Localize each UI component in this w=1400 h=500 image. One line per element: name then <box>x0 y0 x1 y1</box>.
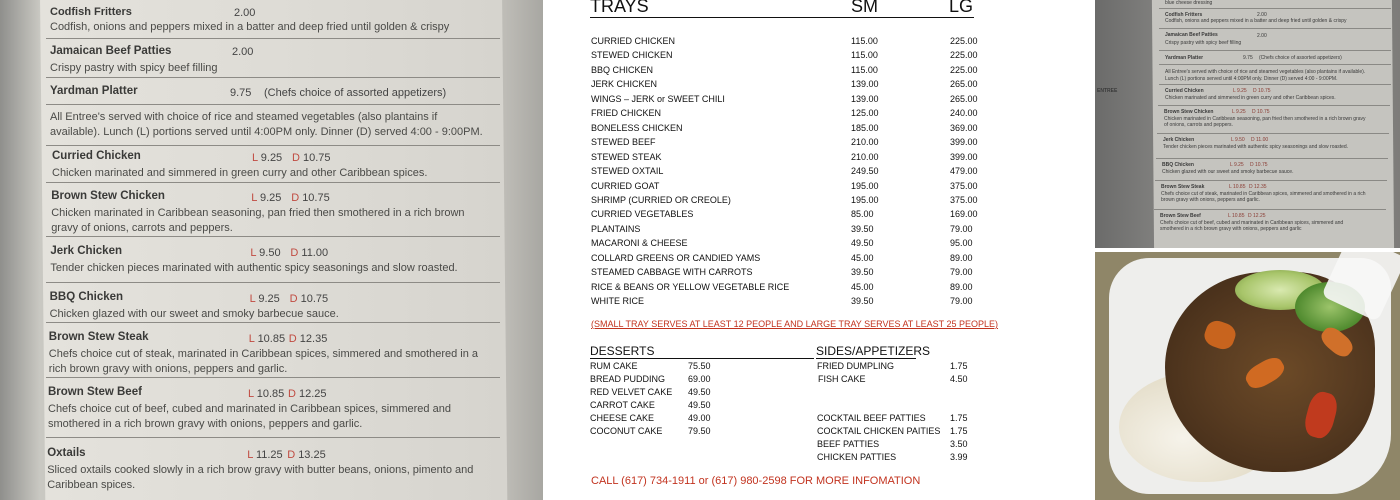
entree-desc: Chicken glazed with our sweet and smoky barbecue sauce. <box>49 308 339 320</box>
dinner-value: 12.25 <box>299 388 327 400</box>
menu-photo-right <box>1095 0 1400 248</box>
tray-lg-price: 79.00 <box>950 267 973 277</box>
dinner-price <box>292 152 331 164</box>
entree-item <box>48 386 488 432</box>
entree-note <box>50 110 490 140</box>
menu-text: D 12.35 <box>1249 184 1267 190</box>
tray-sm-price: 115.00 <box>851 65 878 75</box>
tray-item-name: CURRIED CHICKEN <box>591 36 676 46</box>
tray-lg-price: 225.00 <box>950 36 978 46</box>
menu-text: blue cheese dressing <box>1165 0 1213 6</box>
side-price: 4.50 <box>950 374 968 384</box>
entree-name: Brown Stew Steak <box>48 331 149 343</box>
tray-sm-price: 39.50 <box>851 267 874 277</box>
menu-text: brown gravy with onions, peppers and garlic. <box>1161 197 1260 203</box>
dessert-price: 79.50 <box>688 426 711 436</box>
dessert-name: RED VELVET CAKE <box>590 387 673 397</box>
dessert-name: CHEESE CAKE <box>590 413 655 423</box>
tray-lg-price: 265.00 <box>950 94 978 104</box>
tray-sm-price: 49.50 <box>851 238 874 248</box>
desserts-heading: DESSERTS <box>590 344 655 358</box>
menu-text: of onions, carrots and peppers. <box>1164 122 1233 128</box>
tray-item-name: WINGS – JERK or SWEET CHILI <box>591 94 725 104</box>
lunch-price <box>248 388 284 400</box>
tray-sm-price: 210.00 <box>851 137 879 147</box>
dinner-label: D <box>287 449 299 461</box>
item-name: Codfish Fritters <box>50 6 132 18</box>
dessert-price: 69.00 <box>688 374 711 384</box>
lunch-label: L <box>247 449 256 461</box>
tray-lg-price: 225.00 <box>950 65 978 75</box>
tray-item-name: JERK CHICKEN <box>591 79 658 89</box>
dinner-label: D <box>292 152 303 164</box>
lunch-value: 9.25 <box>258 293 280 305</box>
tray-sm-price: 85.00 <box>851 209 874 219</box>
menu-text: Yardman Platter <box>1165 55 1204 61</box>
menu-text: D 10.75 <box>1252 109 1270 115</box>
tray-item-name: SHRIMP (CURRIED OR CREOLE) <box>591 195 731 205</box>
dessert-name: COCONUT CAKE <box>590 426 663 436</box>
tray-sm-price: 195.00 <box>851 195 879 205</box>
lunch-value: 10.85 <box>257 333 286 345</box>
trays-underline <box>590 17 974 18</box>
tray-sm-price: 39.50 <box>851 224 874 234</box>
entree-item <box>50 291 490 322</box>
food-photo <box>1095 252 1400 500</box>
menu-text: Brown Stew Beef <box>1160 213 1201 219</box>
divider <box>1159 28 1391 29</box>
tray-item-name: BBQ CHICKEN <box>591 65 654 75</box>
side-name: BEEF PATTIES <box>817 439 880 449</box>
menu-text: Chicken marinated in Caribbean seasoning, pan fried then smothered in a rich brown gravy <box>1164 116 1366 122</box>
tray-item-name: COLLARD GREENS OR CANDIED YAMS <box>591 253 761 263</box>
lunch-label: L <box>250 247 260 259</box>
tray-lg-price: 399.00 <box>950 152 978 162</box>
divider <box>1159 50 1391 51</box>
divider <box>1159 8 1391 9</box>
dinner-label: D <box>289 293 301 305</box>
tray-sm-price: 139.00 <box>851 94 879 104</box>
divider <box>1158 105 1390 106</box>
divider <box>1159 84 1391 85</box>
side-price: 3.50 <box>950 439 968 449</box>
dinner-price <box>291 192 330 204</box>
tray-item-name: STEWED BEEF <box>591 137 656 147</box>
tray-item-name: CURRIED GOAT <box>591 181 660 191</box>
side-price: 1.75 <box>950 426 968 436</box>
dessert-price: 49.00 <box>688 413 711 423</box>
menu-text: Chefs choice cut of beef, cubed and marinated in Caribbean spices, simmered and <box>1160 220 1344 226</box>
tray-sm-price: 115.00 <box>851 36 878 46</box>
dinner-label: D <box>288 333 300 345</box>
dessert-name: BREAD PUDDING <box>590 374 666 384</box>
dinner-price <box>289 333 328 345</box>
divider <box>46 437 500 438</box>
divider <box>46 182 500 183</box>
tray-item-name: BONELESS CHICKEN <box>591 123 683 133</box>
side-price: 3.99 <box>950 452 968 462</box>
tray-item-name: STEWED CHICKEN <box>591 50 673 60</box>
side-price: 1.75 <box>950 361 968 371</box>
menu-text: L 9.25 <box>1233 88 1247 94</box>
tray-lg-price: 240.00 <box>950 108 978 118</box>
tray-lg-price: 169.00 <box>950 209 978 219</box>
menu-text: D 12.25 <box>1248 213 1266 219</box>
divider <box>1157 133 1389 134</box>
tray-lg-price: 265.00 <box>950 79 978 89</box>
entree-desc: Chefs choice cut of beef, cubed and marinated in Caribbean spices, simmered and smothered in a rich brown gravy with onions, peppers and garlic. <box>48 403 451 430</box>
tray-lg-price: 225.00 <box>950 50 978 60</box>
divider <box>46 145 500 146</box>
menu-text: L 10.85 <box>1229 184 1246 190</box>
tray-lg-price: 95.00 <box>950 238 973 248</box>
catering-menu <box>543 0 1095 500</box>
lunch-price <box>250 293 280 305</box>
entree-name: Brown Stew Beef <box>48 386 142 398</box>
entree-name: BBQ Chicken <box>49 291 124 303</box>
tray-lg-price: 79.00 <box>950 224 973 234</box>
side-name: COCKTAIL BEEF PATTIES <box>817 413 926 423</box>
menu-text: Jerk Chicken <box>1163 137 1195 143</box>
sides-underline <box>816 358 916 359</box>
menu-text: L 9.25 <box>1232 109 1246 115</box>
entree-desc: Sliced oxtails cooked slowly in a rich brow gravy with butter beans, onions, pimento and Caribbean spices. <box>47 464 474 491</box>
tray-item-name: STEWED STEAK <box>591 152 662 162</box>
side-name: FISH CAKE <box>818 374 866 384</box>
dinner-value: 13.25 <box>298 449 326 461</box>
divider <box>46 377 500 378</box>
lunch-label: L <box>251 192 260 204</box>
tray-item-name: WHITE RICE <box>591 296 644 306</box>
dessert-name: RUM CAKE <box>590 361 638 371</box>
lunch-price <box>252 152 282 164</box>
entree-note-text: All Entree's served with choice of rice and steamed vegetables (also plantains if available). Lunch (L) portions served until 4:00PM only. Dinner (D) served 4:00 - 9:00PM. <box>50 111 483 138</box>
lunch-value: 9.25 <box>260 152 283 164</box>
dinner-price <box>290 247 328 259</box>
divider <box>46 236 500 237</box>
menu-text: Chefs choice cut of steak, marinated in Caribbean spices, simmered and smothered in a rich <box>1161 191 1366 197</box>
entree-desc: Tender chicken pieces marinated with authentic spicy seasonings and slow roasted. <box>50 262 458 274</box>
tray-sm-price: 45.00 <box>851 253 874 263</box>
tray-sm-price: 249.50 <box>851 166 879 176</box>
menu-text: D 11.00 <box>1251 137 1269 143</box>
divider <box>46 38 500 39</box>
entree-name: Brown Stew Chicken <box>51 190 165 202</box>
tray-lg-price: 479.00 <box>950 166 978 176</box>
dinner-value: 12.35 <box>299 333 328 345</box>
side-name: COCKTAIL CHICKEN PAITIES <box>817 426 941 436</box>
entree-name: Oxtails <box>47 447 86 459</box>
menu-photo-left <box>0 0 543 500</box>
menu-text: Codfish, onions and peppers mixed in a batter and deep fried until golden & crispy <box>1165 18 1347 24</box>
divider <box>1154 209 1386 210</box>
side-name: FRIED DUMPLING <box>817 361 895 371</box>
entree-item <box>52 150 492 181</box>
tray-lg-price: 399.00 <box>950 137 978 147</box>
menu-item <box>50 6 490 35</box>
menu-text: 2.00 <box>1257 33 1267 39</box>
lunch-price <box>250 247 280 259</box>
menu-item <box>50 45 490 76</box>
entree-item <box>51 190 491 236</box>
item-price: 2.00 <box>232 46 254 58</box>
menu-text: L 9.25 <box>1230 162 1244 168</box>
tray-sm-price: 39.50 <box>851 296 874 306</box>
dinner-label: D <box>291 192 303 204</box>
dinner-price <box>288 388 327 400</box>
tray-item-name: STEWED OXTAIL <box>591 166 664 176</box>
side-price: 1.75 <box>950 413 968 423</box>
tray-item-name: PLANTAINS <box>591 224 641 234</box>
tray-lg-price: 369.00 <box>950 123 978 133</box>
divider <box>1156 158 1388 159</box>
menu-text: Crispy pastry with spicy beef filling <box>1165 40 1242 46</box>
tray-lg-price: 375.00 <box>950 195 978 205</box>
menu-text: Tender chicken pieces marinated with authentic spicy seasonings and slow roasted. <box>1163 144 1349 150</box>
entree-name: Jerk Chicken <box>50 245 122 257</box>
dinner-value: 10.75 <box>302 192 330 204</box>
dinner-value: 11.00 <box>301 247 329 259</box>
menu-text: L 10.85 <box>1228 213 1245 219</box>
tray-sm-price: 195.00 <box>851 181 879 191</box>
menu-text: D 10.75 <box>1253 88 1271 94</box>
dessert-price: 75.50 <box>688 361 711 371</box>
lunch-label: L <box>252 152 261 164</box>
menu-text: 2.00 <box>1257 12 1267 18</box>
tray-sm-price: 115.00 <box>851 50 878 60</box>
lunch-price <box>247 449 282 461</box>
menu-text: All Entree's served with choice of rice and steamed vegetables (also plantains if available). <box>1165 69 1366 75</box>
tray-sm-price: 125.00 <box>851 108 879 118</box>
lunch-value: 10.85 <box>256 388 285 400</box>
menu-text: Lunch (L) portions served until 4:00PM only. Dinner (D) served 4:00 - 9:00PM. <box>1165 76 1338 82</box>
tray-item-name: FRIED CHICKEN <box>591 108 662 118</box>
menu-text: D 10.75 <box>1250 162 1268 168</box>
dinner-value: 10.75 <box>303 152 331 164</box>
tray-item-name: CURRIED VEGETABLES <box>591 209 694 219</box>
lunch-price <box>249 333 285 345</box>
item-desc: Crispy pastry with spicy beef filling <box>50 62 218 74</box>
lunch-label: L <box>248 388 257 400</box>
tray-item-name: STEAMED CABBAGE WITH CARROTS <box>591 267 753 277</box>
menu-text: (Chefs choice of assorted appetizers) <box>1259 55 1342 61</box>
menu-text: Jamaican Beef Patties <box>1165 32 1218 38</box>
tray-lg-price: 79.00 <box>950 296 973 306</box>
sides-heading: SIDES/APPETIZERS <box>816 344 931 358</box>
menu-text: Curried Chicken <box>1165 88 1204 94</box>
trays-heading: TRAYS <box>590 0 649 16</box>
dessert-price: 49.50 <box>688 387 711 397</box>
lunch-value: 9.25 <box>259 192 282 204</box>
menu-text: Brown Stew Chicken <box>1164 109 1214 115</box>
dinner-price <box>290 293 329 305</box>
lg-column-heading: LG <box>949 0 974 16</box>
lunch-value: 11.25 <box>255 449 283 461</box>
item-name: Jamaican Beef Patties <box>50 45 172 57</box>
tray-sm-price: 45.00 <box>851 282 874 292</box>
entree-item <box>49 331 489 377</box>
menu-text: Codfish Fritters <box>1165 12 1203 18</box>
serves-note: (SMALL TRAY SERVES AT LEAST 12 PEOPLE AND LARGE TRAY SERVES AT LEAST 25 PEOPLE) <box>591 319 999 329</box>
dinner-label: D <box>288 388 299 400</box>
menu-item <box>50 85 490 97</box>
menu-text: Chicken glazed with our sweet and smoky barbecue sauce. <box>1162 169 1294 175</box>
divider <box>1159 64 1391 65</box>
dessert-price: 49.50 <box>688 400 711 410</box>
tray-lg-price: 375.00 <box>950 181 978 191</box>
menu-text: Chicken marinated and simmered in green curry and other Caribbean spices. <box>1165 95 1336 101</box>
divider <box>46 77 500 78</box>
side-name: CHICKEN PATTIES <box>817 452 897 462</box>
entree-desc: Chefs choice cut of steak, marinated in Caribbean spices, simmered and smothered in a rich brown gravy with onions, peppers and garlic. <box>48 348 479 375</box>
dinner-label: D <box>290 247 302 259</box>
item-price: 9.75 <box>230 87 252 99</box>
divider <box>46 282 500 283</box>
divider <box>46 104 500 105</box>
entree-desc: Chicken marinated and simmered in green curry and other Caribbean spices. <box>52 167 428 179</box>
menu-text: smothered in a rich brown gravy with onions, peppers and garlic <box>1160 226 1302 232</box>
item-note: (Chefs choice of assorted appetizers) <box>264 87 447 99</box>
lunch-value: 9.50 <box>259 247 281 259</box>
entree-desc: Chicken marinated in Caribbean seasoning, pan fried then smothered in a rich brown gravy of onions, carrots and peppers. <box>51 207 465 234</box>
tray-sm-price: 185.00 <box>851 123 879 133</box>
tray-lg-price: 89.00 <box>950 253 973 263</box>
tray-sm-price: 139.00 <box>851 79 879 89</box>
desserts-underline <box>590 358 814 359</box>
lunch-price <box>251 192 281 204</box>
lunch-label: L <box>248 333 258 345</box>
menu-text: L 9.50 <box>1231 137 1245 143</box>
entree-item <box>50 245 490 276</box>
menu-text: Brown Stew Steak <box>1161 184 1205 190</box>
tray-sm-price: 210.00 <box>851 152 879 162</box>
lunch-label: L <box>249 293 259 305</box>
entree-item <box>47 447 487 493</box>
dinner-value: 10.75 <box>300 293 329 305</box>
item-price: 2.00 <box>234 7 256 19</box>
contact-line: CALL (617) 734-1911 or (617) 980-2598 FOR MORE INFOMATION <box>591 475 921 487</box>
entree-name: Curried Chicken <box>52 150 141 162</box>
menu-section-label: ENTREE <box>1097 88 1118 94</box>
dinner-price <box>287 449 326 461</box>
item-desc: Codfish, onions and peppers mixed in a batter and deep fried until golden & crispy <box>50 21 450 33</box>
divider <box>1155 180 1387 181</box>
divider <box>46 322 500 323</box>
dessert-name: CARROT CAKE <box>590 400 655 410</box>
menu-text: BBQ Chicken <box>1162 162 1194 168</box>
item-name: Yardman Platter <box>50 85 138 97</box>
tray-item-name: MACARONI & CHEESE <box>591 238 688 248</box>
tray-lg-price: 89.00 <box>950 282 973 292</box>
sm-column-heading: SM <box>851 0 878 16</box>
menu-text: 9.75 <box>1243 55 1253 61</box>
tray-item-name: RICE & BEANS OR YELLOW VEGETABLE RICE <box>591 282 790 292</box>
